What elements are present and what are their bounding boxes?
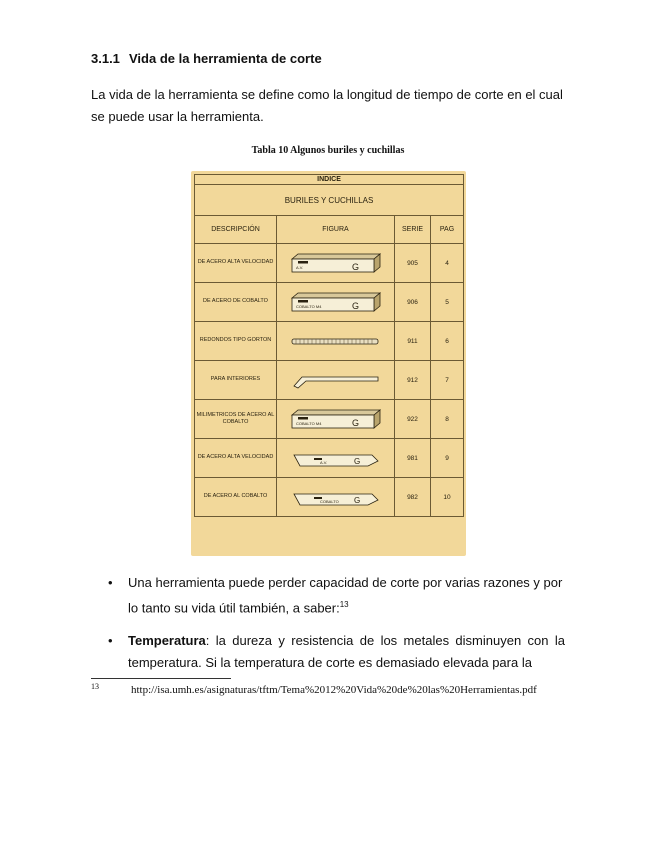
table-indice: INDICE [195,175,464,185]
column-header: PAG [431,216,464,244]
row-serie: 982 [395,478,431,517]
column-header: SERIE [395,216,431,244]
svg-text:A.V.: A.V. [319,460,327,465]
bullet-term: Temperatura [128,633,206,649]
table-figure [191,171,466,556]
table-row [195,439,464,478]
svg-text:COBALTO: COBALTO [319,499,339,504]
bullet-text-2: : la dureza y resistencia de los metales disminuyen con la temperatura. Si la temperatura de corte es demasiado elevada para la [128,633,565,671]
column-header: DESCRIPCIÓN [195,216,277,244]
table-row [195,478,464,517]
tool-figure-icon [277,439,395,478]
footnote-number: 13 [91,682,99,691]
row-serie: 912 [395,361,431,400]
row-description: DE ACERO ALTA VELOCIDAD [195,439,277,478]
column-header: FIGURA [277,216,395,244]
table-row [195,322,464,361]
tool-figure-icon [277,400,395,439]
row-description: PARA INTERIORES [195,361,277,400]
footnote-ref[interactable]: 13 [339,600,349,609]
row-description: DE ACERO ALTA VELOCIDAD [195,244,277,283]
row-pag: 9 [431,439,464,478]
row-description: REDONDOS TIPO GORTON [195,322,277,361]
bullet-text-1: Una herramienta puede perder capacidad de corte por varias razones y por lo tanto su vida útil también, a saber: [128,575,563,616]
tools-table [194,174,464,517]
row-pag: 5 [431,283,464,322]
table-row [195,244,464,283]
svg-text:G: G [351,262,359,272]
svg-text:G: G [353,457,360,466]
footnote-link[interactable]: http://isa.umh.es/asignaturas/tftm/Tema%2012%20Vida%20de%20las%20Herramientas.pdf [131,684,537,696]
svg-text:G: G [351,418,359,428]
row-serie: 981 [395,439,431,478]
section-heading [91,51,322,66]
table-row [195,400,464,439]
table-row [195,283,464,322]
tool-figure-icon [277,322,395,361]
bullet-item-2 [108,630,565,674]
table-row [195,361,464,400]
footnote-rule [91,678,231,679]
row-pag: 7 [431,361,464,400]
row-description: DE ACERO AL COBALTO [195,478,277,517]
svg-text:G: G [353,496,360,505]
table-caption: Tabla 10 Algunos buriles y cuchillas [251,145,405,156]
tool-figure-icon [277,244,395,283]
bullet-list [108,572,565,685]
tool-figure-icon [277,478,395,517]
section-number: 3.1.1 [91,51,120,66]
row-description: MILIMETRICOS DE ACERO AL COBALTO [195,400,277,439]
svg-text:G: G [351,301,359,311]
row-description: DE ACERO DE COBALTO [195,283,277,322]
row-pag: 10 [431,478,464,517]
table-subtitle: BURILES Y CUCHILLAS [195,185,464,216]
bullet-dot-icon: • [108,575,113,590]
row-serie: 906 [395,283,431,322]
svg-text:COBALTO M4: COBALTO M4 [295,304,321,309]
row-serie: 911 [395,322,431,361]
intro-paragraph: La vida de la herramienta se define como la longitud de tiempo de corte en el cual se puede usar la herramienta. [91,87,563,124]
svg-text:COBALTO M4: COBALTO M4 [295,421,321,426]
row-pag: 8 [431,400,464,439]
section-title: Vida de la herramienta de corte [129,51,322,66]
bullet-dot-icon: • [108,633,113,649]
row-pag: 6 [431,322,464,361]
svg-text:A.V.: A.V. [295,265,303,270]
bullet-item-1 [108,572,565,619]
row-pag: 4 [431,244,464,283]
row-serie: 922 [395,400,431,439]
tool-figure-icon [277,361,395,400]
tool-figure-icon [277,283,395,322]
row-serie: 905 [395,244,431,283]
